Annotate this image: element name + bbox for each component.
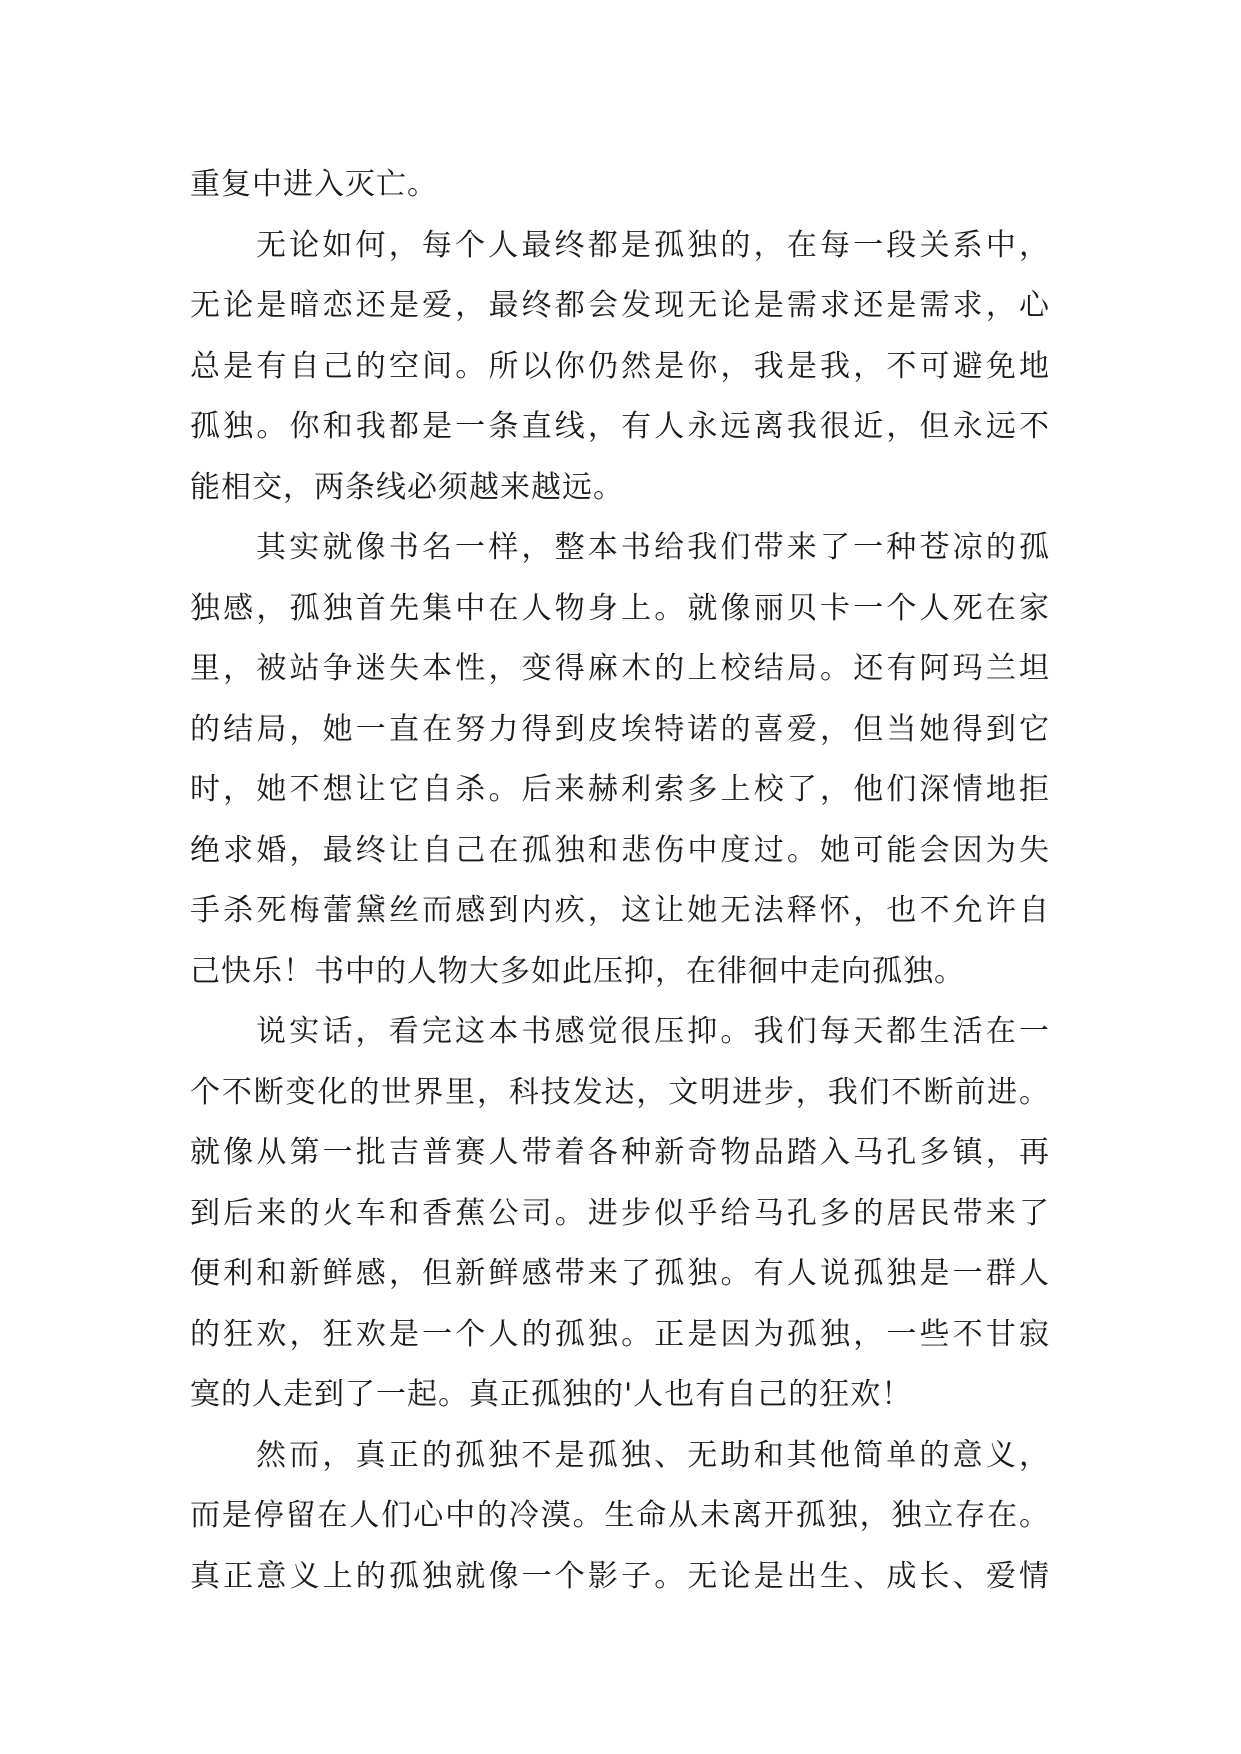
text-line: 寞的人走到了一起。真正孤独的'人也有自己的狂欢！ xyxy=(190,1377,913,1412)
text-line: 就像从第一批吉普赛人带着各种新奇物品踏入马孔多镇，再 xyxy=(190,1135,1050,1170)
text-line: 的结局，她一直在努力得到皮埃特诺的喜爱，但当她得到它 xyxy=(190,711,1050,747)
text-line: 无论是暗恋还是爱，最终都会发现无论是需求还是需求，心 xyxy=(190,288,1050,323)
paragraph xyxy=(190,1426,1050,1608)
body-text xyxy=(190,155,1050,1607)
text-line: 到后来的火车和香蕉公司。进步似乎给马孔多的居民带来了 xyxy=(190,1195,1050,1231)
text-line: 说实话，看完这本书感觉很压抑。我们每天都生活在一 xyxy=(256,1014,1050,1049)
paragraph xyxy=(190,155,1050,216)
paragraph xyxy=(190,518,1050,1002)
text-line: 无论如何，每个人最终都是孤独的，在每一段关系中， xyxy=(256,227,1050,263)
text-line: 而是停留在人们心中的冷漠。生命从未离开孤独，独立存在。 xyxy=(190,1498,1050,1533)
text-line: 孤独。你和我都是一条直线，有人永远离我很近，但永远不 xyxy=(190,409,1050,444)
text-line: 其实就像书名一样，整本书给我们带来了一种苍凉的孤 xyxy=(256,530,1050,565)
paragraph xyxy=(190,216,1050,519)
text-line: 绝求婚，最终让自己在孤独和悲伤中度过。她可能会因为失 xyxy=(190,832,1050,868)
text-line: 便利和新鲜感，但新鲜感带来了孤独。有人说孤独是一群人 xyxy=(190,1256,1050,1291)
text-line: 真正意义上的孤独就像一个影子。无论是出生、成长、爱情 xyxy=(190,1558,1050,1594)
text-line: 能相交，两条线必须越来越远。 xyxy=(190,469,624,505)
text-line: 重复中进入灭亡。 xyxy=(190,167,438,202)
paragraph xyxy=(190,1002,1050,1426)
text-line: 里，被站争迷失本性，变得麻木的上校结局。还有阿玛兰坦 xyxy=(190,651,1050,686)
text-line: 时，她不想让它自杀。后来赫利索多上校了，他们深情地拒 xyxy=(190,772,1050,807)
text-line: 己快乐！书中的人物大多如此压抑，在徘徊中走向孤独。 xyxy=(190,953,965,989)
text-line: 独感，孤独首先集中在人物身上。就像丽贝卡一个人死在家 xyxy=(190,590,1050,626)
text-line: 手杀死梅蕾黛丝而感到内疚，这让她无法释怀，也不允许自 xyxy=(190,893,1050,928)
text-line: 的狂欢，狂欢是一个人的孤独。正是因为孤独，一些不甘寂 xyxy=(190,1316,1050,1352)
text-line: 个不断变化的世界里，科技发达，文明进步，我们不断前进。 xyxy=(190,1074,1050,1110)
text-line: 总是有自己的空间。所以你仍然是你，我是我，不可避免地 xyxy=(190,348,1050,384)
text-line: 然而，真正的孤独不是孤独、无助和其他简单的意义， xyxy=(256,1437,1050,1473)
